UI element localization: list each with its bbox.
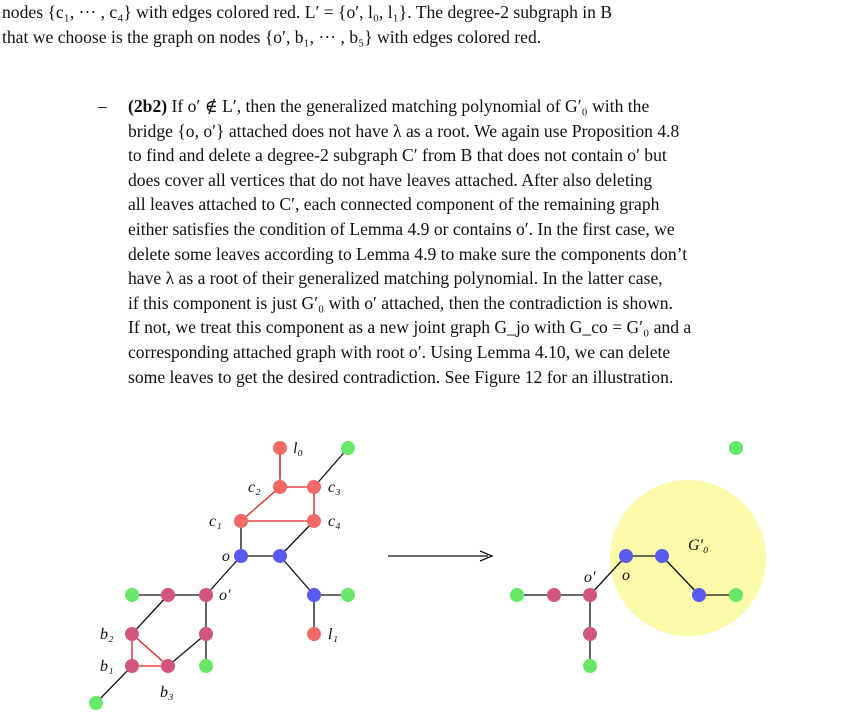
item-line: all leaves attached to C′, each connected component of the remaining graph xyxy=(128,194,660,215)
node-pink xyxy=(547,588,561,602)
item-line: either satisfies the condition of Lemma 4.9 or contains o′. In the first case, we xyxy=(128,218,675,239)
node-b2 xyxy=(125,627,139,641)
label-l1: l₁ xyxy=(328,626,339,643)
item-label: (2b2) xyxy=(128,96,168,116)
node-green xyxy=(199,659,213,673)
item-line-text: If o′ ∉ L′, then the generalized matching polynomial of G′₀ with the xyxy=(171,96,650,116)
node-c4 xyxy=(307,514,321,528)
node-green xyxy=(341,588,355,602)
item-line: delete some leaves according to Lemma 4.9 to make sure the components don’t xyxy=(128,243,688,264)
node-blue xyxy=(307,588,321,602)
transform-arrow xyxy=(388,551,492,561)
node-blue xyxy=(692,588,706,602)
label-c4: c₄ xyxy=(328,513,341,530)
g0-prime-highlight xyxy=(610,480,766,636)
node-pink xyxy=(161,588,175,602)
label-b2: b₂ xyxy=(100,626,114,643)
label-o-prime: o′ xyxy=(219,587,231,604)
item-line: does cover all vertices that do not have leaves attached. After also deleting xyxy=(128,169,653,190)
item-line: to find and delete a degree-2 subgraph C′ from B that does not contain o′ but xyxy=(128,145,667,166)
node-o xyxy=(234,549,248,563)
label-c3: c₃ xyxy=(328,479,341,496)
node-l0 xyxy=(273,441,287,455)
left-nodes xyxy=(89,441,355,710)
node-green xyxy=(729,588,743,602)
label-g0-prime: G′₀ xyxy=(688,537,709,554)
node-green xyxy=(341,441,355,455)
node-blue xyxy=(655,549,669,563)
node-pink xyxy=(583,627,597,641)
label-c2: c₂ xyxy=(248,479,261,496)
node-c3 xyxy=(307,480,321,494)
node-c2 xyxy=(273,480,287,494)
label-o-prime: o′ xyxy=(584,569,596,586)
list-bullet: – xyxy=(98,96,107,116)
node-b1 xyxy=(125,659,139,673)
label-b3: b₃ xyxy=(160,684,174,701)
item-line: if this component is just G′₀ with o′ attached, then the contradiction is shown. xyxy=(128,292,673,313)
item-line: corresponding attached graph with root o′. Using Lemma 4.10, we can delete xyxy=(128,341,671,362)
label-o: o xyxy=(222,548,230,565)
node-l1 xyxy=(307,627,321,641)
item-line: have λ as a root of their generalized matching polynomial. In the latter case, xyxy=(128,268,663,289)
node-pink xyxy=(199,627,213,641)
node-o-prime xyxy=(583,588,597,602)
node-green xyxy=(89,696,103,710)
label-l0: l₀ xyxy=(293,440,304,457)
label-c1: c₁ xyxy=(209,513,222,530)
node-green xyxy=(583,659,597,673)
node-blue xyxy=(273,549,287,563)
node-b3 xyxy=(161,659,175,673)
node-c1 xyxy=(234,514,248,528)
paragraph-line: nodes {c₁, ··· , c₄} with edges colored red. L′ = {o′, l₀, l₁}. The degree-2 subgraph in B xyxy=(2,2,613,22)
paragraph-line: that we choose is the graph on nodes {o′, b₁, ··· , b₅} with edges colored red. xyxy=(2,27,542,47)
item-line: some leaves to get the desired contradiction. See Figure 12 for an illustration. xyxy=(128,366,674,387)
label-b1: b₁ xyxy=(100,658,114,675)
node-green xyxy=(510,588,524,602)
label-o: o xyxy=(622,567,630,584)
left-graph xyxy=(89,440,355,710)
node-green xyxy=(125,588,139,602)
node-o xyxy=(619,549,633,563)
item-line: If not, we treat this component as a new joint graph G_jo with G_co = G′₀ and a xyxy=(128,317,692,338)
item-line: bridge {o, o′} attached does not have λ as a root. We again use Proposition 4.8 xyxy=(128,120,680,141)
node-o-prime xyxy=(199,588,213,602)
node-green xyxy=(729,441,743,455)
right-graph xyxy=(510,441,766,673)
